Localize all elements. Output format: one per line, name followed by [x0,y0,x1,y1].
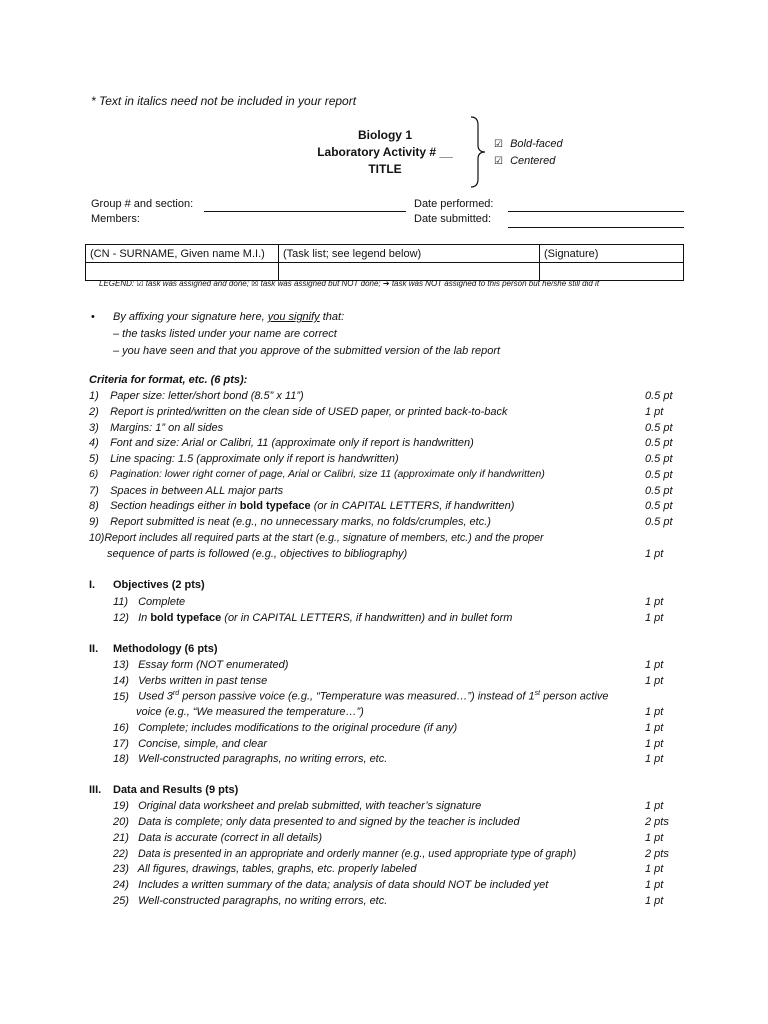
checkbox-crossed-icon: ☒ [251,279,259,288]
note-text: that: [322,311,345,323]
item-text: Report is printed/written on the clean side of USED paper, or printed back-to-back [110,406,508,418]
date-performed-label: Date performed: [414,198,494,210]
activity-number: Laboratory Activity # __ [317,145,453,159]
list-item [89,469,689,485]
item-number: 15) [113,690,129,703]
item-text: Line spacing: 1.5 (approximate only if report is handwritten) [110,453,399,465]
item-points: 0.5 pt [645,437,673,449]
list-item [89,532,689,548]
item-text: Data is complete; only data presented to and signed by the teacher is included [138,816,520,828]
table-header-cell: (CN - SURNAME, Given name M.I.) [86,245,279,263]
item-text: Data is presented in an appropriate and orderly manner (e.g., used appropriate type of graph) [137,848,577,860]
table-cell[interactable] [86,263,279,281]
report-title: TITLE [368,162,402,176]
item-points: 1 pt [645,548,664,560]
item-text-bold: bold typeface [150,612,222,624]
item-text: person passive voice (e.g., “Temperature was measured…”) instead of 1 [179,690,535,703]
note-text: By affixing your signature here, [113,311,265,323]
item-text: person active [540,690,609,703]
item-text: Report includes all required parts at the start (e.g., signature of members, etc.) and the proper [104,532,544,544]
checkbox-checked-icon: ☑ [136,279,144,288]
item-text: Complete; includes modifications to the original procedure (if any) [138,722,458,734]
date-submitted-field-line[interactable] [508,227,684,228]
list-item [113,800,713,816]
list-item [113,722,713,738]
list-item [89,422,689,438]
item-points: 2 pts [645,816,669,828]
members-table [85,244,684,281]
item-text-bold: bold typeface [239,500,311,512]
item-text: Concise, simple, and clear [138,738,268,750]
list-item [89,406,689,422]
item-number: 18) [113,753,129,765]
list-item [113,863,713,879]
item-points: 1 pt [645,895,664,907]
item-text: Section headings either in [110,500,237,512]
item-text: Well-constructed paragraphs, no writing errors, etc. [138,895,388,907]
item-points: 1 pt [645,879,664,891]
section-heading-methodology [89,643,218,655]
item-number: 22) [113,848,129,860]
checkbox-checked-icon: ☑ [494,139,503,150]
item-points: 0.5 pt [645,500,673,512]
item-points: 0.5 pt [645,469,673,481]
item-number: 9) [89,516,99,528]
item-number: 23) [113,863,129,875]
course-title: Biology 1 [357,128,412,142]
note-text: – the tasks listed under your name are correct [113,328,337,340]
criteria-heading: Criteria for format, etc. (6 pts): [89,374,248,386]
item-points: 0.5 pt [645,390,673,402]
item-text: Used 3 [138,690,173,703]
list-item [113,832,713,848]
section-heading-data-results [89,784,238,796]
item-points: 1 pt [645,406,664,418]
item-text: Data is accurate (correct in all details) [138,832,323,844]
item-number: 7) [89,485,99,497]
item-text: Well-constructed paragraphs, no writing errors, etc. [138,753,388,765]
list-item [113,753,713,769]
table-cell[interactable] [279,263,540,281]
list-item [113,848,713,864]
section-title: Data and Results (9 pts) [113,784,239,796]
item-number: 21) [113,832,129,844]
item-number: 4) [89,437,99,449]
item-points: 1 pt [645,675,664,687]
table-header-cell: (Task list; see legend below) [279,245,540,263]
date-performed-field-line[interactable] [508,211,684,212]
list-item [113,879,713,895]
item-text: Font and size: Arial or Calibri, 11 (approximate only if report is handwritten) [110,437,474,449]
item-number: 14) [113,675,129,687]
list-item-continuation: voice (e.g., “We measured the temperature…”) [136,706,364,718]
checkbox-checked-icon: ☑ [494,156,503,167]
item-number: 17) [113,738,129,750]
item-points: 1 pt [645,722,664,734]
format-mark-bold [494,136,563,153]
item-points: 0.5 pt [645,516,673,528]
item-number: 11) [113,596,129,608]
title-block [300,127,470,178]
list-item [89,485,689,501]
item-text: (or in CAPITAL LETTERS, if handwritten) [313,500,515,512]
list-item [113,659,713,675]
item-text: Essay form (NOT enumerated) [138,659,289,671]
list-item [113,675,713,691]
item-number: 19) [113,800,129,812]
table-header-row [86,245,684,263]
item-text: In [138,612,148,624]
format-mark-centered [494,153,563,170]
table-cell[interactable] [540,263,684,281]
arrow-right-icon: ➔ [382,279,390,288]
section-numeral: II. [89,643,99,655]
list-item [113,738,713,754]
superscript: rd [172,690,180,697]
item-text: All figures, drawings, tables, graphs, etc. properly labeled [137,863,417,875]
item-text: Original data worksheet and prelab submitted, with teacher’s signature [138,800,482,812]
section-title: Objectives (2 pts) [113,579,205,591]
legend [99,279,599,288]
group-field-line[interactable] [204,211,406,212]
item-points: 0.5 pt [645,422,673,434]
item-number: 10) [89,532,105,544]
legend-text: task was assigned and done; [145,279,249,288]
item-text: Report submitted is neat (e.g., no unnecessary marks, no folds/crumples, etc.) [110,516,491,528]
item-points: 1 pt [645,863,664,875]
table-header-cell: (Signature) [540,245,684,263]
list-item [113,612,713,628]
list-item [89,437,689,453]
item-number: 24) [113,879,129,891]
item-text: Paper size: letter/short bond (8.5” x 11”) [110,390,304,402]
superscript: st [534,690,541,697]
legend-text: task was NOT assigned to this person but he/she still did it [391,279,600,288]
item-points: 1 pt [645,832,664,844]
item-text: (or in CAPITAL LETTERS, if handwritten) and in bullet form [224,612,513,624]
list-item [113,816,713,832]
item-number: 16) [113,722,129,734]
item-points: 1 pt [645,659,664,671]
list-item-continuation: sequence of parts is followed (e.g., objectives to bibliography) [107,548,408,560]
item-text: Margins: 1” on all sides [110,422,224,434]
item-number: 2) [89,406,99,418]
list-item [89,516,689,532]
members-label: Members: [91,213,140,225]
section-heading-objectives [89,579,205,591]
item-text: Spaces in between ALL major parts [110,485,284,497]
note-text: – you have seen and that you approve of the submitted version of the lab report [113,345,501,357]
item-number: 6) [89,469,99,480]
item-points: 2 pts [645,848,669,860]
item-text: Complete [138,596,186,608]
list-item [89,500,689,516]
format-marks [494,136,563,170]
item-number: 20) [113,816,129,828]
item-points: 1 pt [645,596,664,608]
item-points: 1 pt [645,612,664,624]
item-points: 0.5 pt [645,453,673,465]
section-numeral: I. [89,579,96,591]
date-submitted-label: Date submitted: [414,213,492,225]
italics-note: * Text in italics need not be included in your report [91,94,357,108]
section-title: Methodology (6 pts) [113,643,218,655]
item-points: 1 pt [645,800,664,812]
item-number: 5) [89,453,99,465]
item-number: 12) [113,612,129,624]
item-number: 25) [113,895,129,907]
format-mark-label: Centered [510,155,556,167]
signature-note [91,309,500,360]
item-text: Includes a written summary of the data; analysis of data should NOT be included yet [138,879,549,891]
item-points: 1 pt [645,738,664,750]
legend-label: LEGEND: [99,279,135,288]
item-number: 3) [89,422,99,434]
item-number: 8) [89,500,99,512]
curly-brace-icon [468,115,490,189]
legend-text: task was assigned but NOT done; [260,279,381,288]
item-text: Pagination: lower right corner of page, Arial or Calibri, size 11 (approximate only if handwritten) [109,469,545,480]
bullet-icon: • [91,311,95,323]
list-item [113,895,713,911]
note-underlined: you signify [267,311,320,323]
table-row [86,263,684,281]
item-points: 0.5 pt [645,485,673,497]
item-number: 1) [89,390,99,402]
list-item [89,453,689,469]
list-item [113,690,713,706]
item-points: 1 pt [645,753,664,765]
section-numeral: III. [89,784,102,796]
list-item [113,596,713,612]
item-text: Verbs written in past tense [138,675,268,687]
item-points: 1 pt [645,706,664,718]
list-item [89,390,689,406]
group-label: Group # and section: [91,198,194,210]
item-number: 13) [113,659,129,671]
format-mark-label: Bold-faced [510,138,563,150]
